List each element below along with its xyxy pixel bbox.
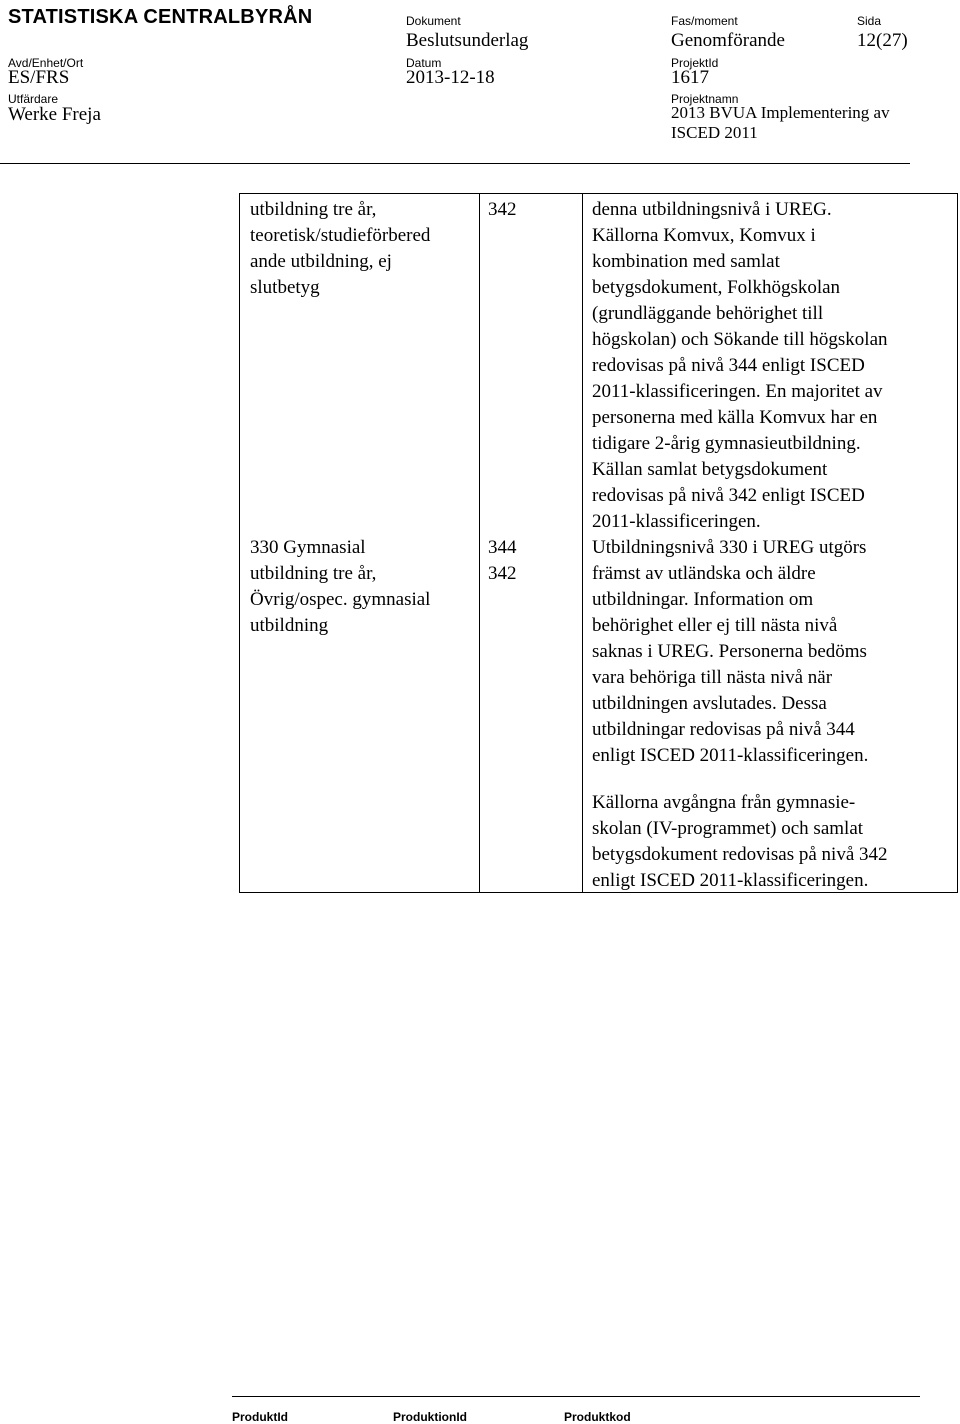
row2-comment-line: Utbildningsnivå 330 i UREG utgörs	[592, 537, 867, 558]
row1-level	[488, 197, 517, 223]
sida-value: 12(27)	[857, 30, 908, 51]
row2-description-line: 330 Gymnasial	[250, 537, 366, 558]
sida-label: Sida	[857, 14, 882, 28]
fas-moment-value: Genomförande	[671, 30, 785, 51]
row1-comment-line: redovisas på nivå 344 enligt ISCED	[592, 355, 865, 376]
footer-produktid-label: ProduktId	[232, 1410, 288, 1424]
dokument-value: Beslutsunderlag	[406, 30, 529, 51]
row1-comment-line: kombination med samlat	[592, 251, 780, 272]
row2-comment-line: behörighet eller ej till nästa nivå	[592, 615, 838, 636]
row2-description	[250, 535, 430, 639]
education-level-table	[239, 193, 958, 893]
header-divider	[0, 163, 910, 164]
row2-comment-line: skolan (IV-programmet) och samlat	[592, 818, 864, 839]
fas-moment-label: Fas/moment	[671, 14, 738, 28]
row1-description-line: ande utbildning, ej	[250, 251, 392, 272]
row1-level-value: 342	[488, 199, 517, 220]
row2-level-value: 344	[488, 537, 517, 558]
footer-produktionid-label: ProduktionId	[393, 1410, 467, 1424]
dokument-label: Dokument	[406, 14, 461, 28]
row1-description-line: teoretisk/studieförbered	[250, 225, 431, 246]
row1-comment	[592, 197, 888, 535]
projektnamn-line-2: ISCED 2011	[671, 123, 758, 142]
row2-comment-second-paragraph	[592, 790, 888, 894]
utfardare-value: Werke Freja	[8, 104, 101, 125]
row2-comment-line: Källorna avgångna från gymnasie-	[592, 792, 856, 813]
row2-comment-line: enligt ISCED 2011-klassificeringen.	[592, 745, 869, 766]
row1-comment-line: 2011-klassificeringen. En majoritet av	[592, 381, 883, 402]
row1-comment-line: personerna med källa Komvux har en	[592, 407, 878, 428]
row2-comment-line: utbildningar redovisas på nivå 344	[592, 719, 855, 740]
row1-comment-line: redovisas på nivå 342 enligt ISCED	[592, 485, 865, 506]
utfardare-label: Utfärdare	[8, 92, 59, 106]
row1-comment-line: 2011-klassificeringen.	[592, 511, 761, 532]
row2-comment-line: betygsdokument redovisas på nivå 342	[592, 844, 888, 865]
row2-comment-line: utbildningen avslutades. Dessa	[592, 693, 827, 714]
row1-comment-line: betygsdokument, Folkhögskolan	[592, 277, 841, 298]
projektid-label: ProjektId	[671, 56, 719, 70]
row2-comment-line: saknas i UREG. Personerna bedöms	[592, 641, 867, 662]
row1-description	[250, 197, 430, 301]
row1-comment-line: denna utbildningsnivå i UREG.	[592, 199, 832, 220]
column-divider-2	[582, 194, 583, 892]
datum-value: 2013-12-18	[406, 67, 495, 88]
row2-levels	[488, 535, 517, 587]
projektnamn-line-1: 2013 BVUA Implementering av	[671, 103, 890, 122]
row1-description-line: slutbetyg	[250, 277, 320, 298]
row2-description-line: utbildning	[250, 615, 329, 636]
row1-comment-line: tidigare 2-årig gymnasieutbildning.	[592, 433, 861, 454]
row1-comment-line: högskolan) och Sökande till högskolan	[592, 329, 888, 350]
row2-description-line: Övrig/ospec. gymnasial	[250, 589, 431, 610]
row2-comment-line: enligt ISCED 2011-klassificeringen.	[592, 870, 869, 891]
row1-comment-line: Källorna Komvux, Komvux i	[592, 225, 816, 246]
footer-produktkod-label: Produktkod	[564, 1410, 631, 1424]
row2-comment-line: vara behöriga till nästa nivå när	[592, 667, 833, 688]
row1-comment-line: (grundläggande behörighet till	[592, 303, 824, 324]
row1-comment-line: Källan samlat betygsdokument	[592, 459, 828, 480]
row1-description-line: utbildning tre år,	[250, 199, 377, 220]
row2-comment-line: utbildningar. Information om	[592, 589, 814, 610]
projektid-value: 1617	[671, 67, 709, 88]
organization-name: STATISTISKA CENTRALBYRÅN	[8, 6, 313, 28]
projektnamn-label: Projektnamn	[671, 92, 739, 106]
row2-comment	[592, 535, 868, 769]
footer-divider	[232, 1396, 920, 1397]
avd-enhet-ort-label: Avd/Enhet/Ort	[8, 56, 84, 70]
column-divider-1	[479, 194, 480, 892]
row2-description-line: utbildning tre år,	[250, 563, 377, 584]
row2-comment-line: främst av utländska och äldre	[592, 563, 816, 584]
row2-level-value: 342	[488, 563, 517, 584]
avd-enhet-ort-value: ES/FRS	[8, 67, 70, 88]
datum-label: Datum	[406, 56, 442, 70]
